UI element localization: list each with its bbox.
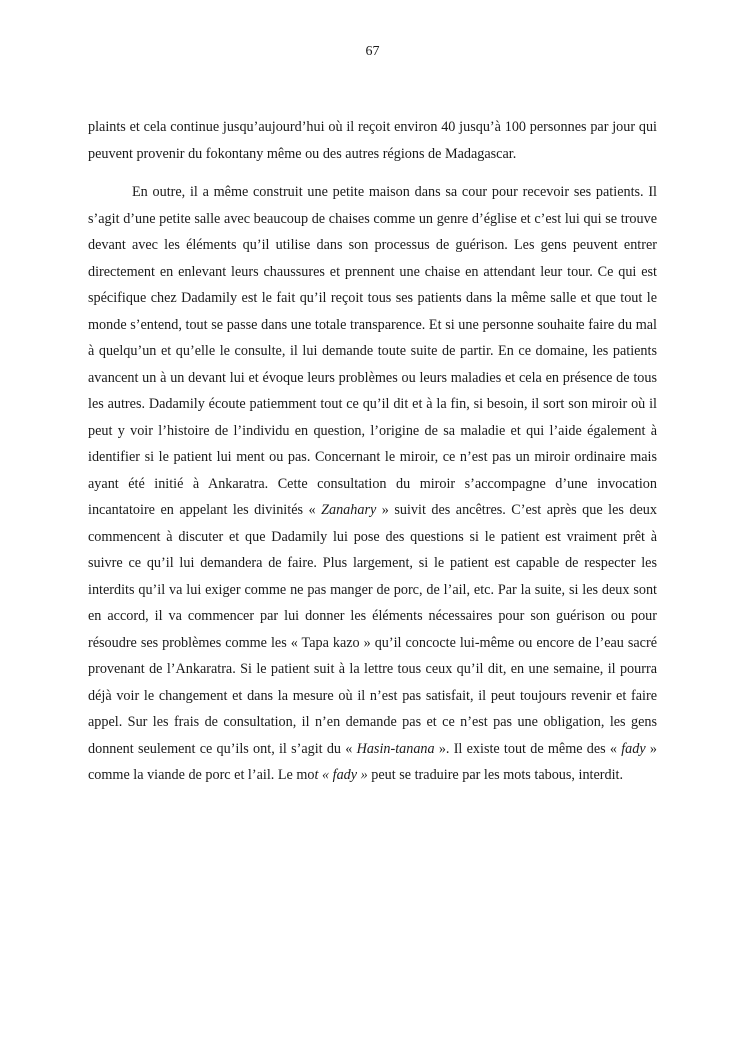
term-fady: fady [621,740,646,757]
paragraph-2 [88,179,657,789]
term-fady-quoted: t « fady » [314,767,368,783]
paragraph-spacer [88,167,657,179]
document-body [88,114,657,789]
term-hasin-tanana: Hasin-tanana [356,740,435,757]
paragraph-1: plaints et cela continue jusqu’aujourd’hui où il reçoit environ 40 jusqu’à 100 personnes par jour qui peuvent provenir du fokontany même ou des autres régions de Madagascar. [88,119,657,162]
page-number: 67 [365,44,380,59]
paragraph-2-text-2: » suivit des ancêtres. C’est après que les deux commencent à discuter et que Dadamily lui pose des questions si le patient est vraiment prêt à suivre ce qu’il lui demandera de faire. Plus largement, si le patient est capable de respecter les interdits qu’il va lui exiger comme ne pas manger de porc, de l’ail, etc. Par la suite, si les deux sont en accord, il va commencer par lui donner les éléments nécessaires pour son guérison ou pour résoudre ses problèmes comme les « Tapa kazo » qu’il concocte lui-même ou encore de l’eau sacré provenant de l’Ankaratra. Si le patient suit à la lettre tous ceux qu’il dit, en une semaine, il pourra déjà voir le changement et dans la mesure où il n’est pas satisfait, il peut toujours revenir et faire appel. Sur les frais de consultation, il n’en demande pas et ce n’est pas une obligation, les gens donnent seulement ce qu’ils ont, il s’agit du « [88,502,657,757]
paragraph-2-text-3: ». Il existe tout de même des « [434,740,622,757]
paragraph-2-text-1: En outre, il a même construit une petite maison dans sa cour pour recevoir ses patients. Il s’agit d’une petite salle avec beaucoup de chaises comme un genre d’église et c’est lui qui se trouve devant avec les éléments qu’il utilise dans son processus de guérison. Les gens peuvent entrer directement en enlevant leurs chaussures et prennent une chaise en attendant leur tour. Ce qui est spécifique chez Dadamily est le fait qu’il reçoit tous ses patients dans la même salle et que tout le monde s’entend, tout se passe dans une totale transparence. Et si une personne souhaite faire du mal à quelqu’un et qu’elle le consulte, il lui demande toute suite de partir. En ce domaine, les patients avancent un à un devant lui et évoque leurs problèmes ou leurs maladies et cela en présence de tous les autres. Dadamily écoute patiemment tout ce qu’il dit et à la fin, si besoin, il sort son miroir où il peut y voir l’histoire de l’individu en question, l’origine de sa maladie et qui l’aide également à identifier si le patient lui ment ou pas. Concernant le miroir, ce n’est pas un miroir ordinaire mais ayant été initié à Ankaratra. Cette consultation du miroir s’accompagne d’une invocation incantatoire en appelant les divinités « [88,184,657,518]
paragraph-2-text-4: » comme la viande de porc et l’ail. Le mo [88,740,657,783]
paragraph-2-text-5: peut se traduire par les mots tabous, interdit. [367,767,624,783]
term-zanahary: Zanahary [321,502,377,518]
